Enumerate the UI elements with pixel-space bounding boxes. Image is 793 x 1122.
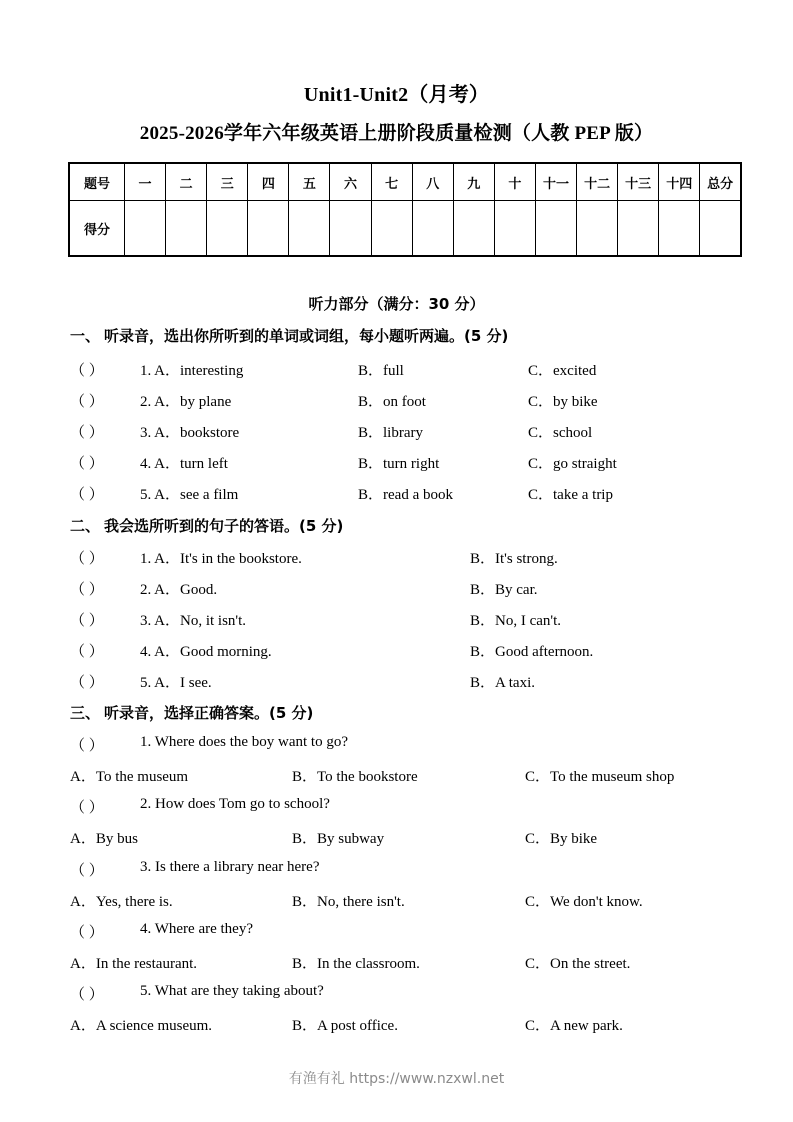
score-table [68,162,742,257]
table-row-score [69,201,741,257]
question-stem-s3-q1: 1. Where does the boy want to go? [140,734,349,750]
question-row-s1-q1[interactable] [70,359,770,381]
answer-row-s3-q4 [70,952,770,974]
score-cell-13[interactable] [618,201,659,257]
score-cell-14[interactable] [659,201,700,257]
score-table-col-9: 九 [453,163,494,201]
table-row-header [69,163,741,201]
score-table-col-10: 十 [494,163,535,201]
section-number-2: 二、 [70,517,101,535]
score-cell-6[interactable] [330,201,371,257]
question-stem-s3-q5: 5. What are they taking about? [140,983,324,999]
answer-blank-s3-q3[interactable]: （ ） [70,863,104,879]
question-row-s3-q5[interactable] [70,983,770,1005]
answer-blank-s1-q2[interactable]: （ ） [70,394,104,410]
section-heading-1 [70,325,508,346]
page-title-sub: 2025-2026学年六年级英语上册阶段质量检测（人教 PEP 版） [139,123,654,144]
option-c-s3-q1[interactable]: C．To the museum shop [525,769,675,785]
score-table-col-3: 三 [207,163,248,201]
score-table-col-2: 二 [166,163,207,201]
option-a-s1-q1[interactable]: 1. A．interesting [140,363,244,379]
score-cell-10[interactable] [494,201,535,257]
score-table-col-11: 十一 [535,163,576,201]
option-c-s1-q1[interactable]: C．excited [528,363,597,379]
question-stem-s3-q4: 4. Where are they? [140,921,253,937]
option-b-s2-q3[interactable]: B．No, I can't. [470,613,562,629]
section-heading-3 [70,702,313,723]
option-c-s1-q4[interactable]: C．go straight [528,456,617,472]
question-row-s1-q3[interactable] [70,421,770,443]
option-b-s3-q3[interactable]: B．No, there isn't. [292,894,405,910]
option-c-s3-q4[interactable]: C．On the street. [525,956,631,972]
score-table-col-total: 总分 [700,163,741,201]
answer-blank-s3-q2[interactable]: （ ） [70,800,104,816]
option-a-s3-q2[interactable]: A．By bus [70,831,138,847]
score-table-col-8: 八 [412,163,453,201]
score-cell-total[interactable] [700,201,741,257]
section-title-2: 我会选所听到的句子的答语。(5 分) [104,517,344,535]
score-table-col-4: 四 [248,163,289,201]
option-c-s1-q3[interactable]: C．school [528,425,593,441]
page-title-main: Unit1-Unit2（月考） [303,84,490,106]
answer-blank-s2-q2[interactable]: （ ） [70,582,104,598]
answer-blank-s3-q1[interactable]: （ ） [70,738,104,754]
option-a-s1-q4[interactable]: 4. A．turn left [140,456,228,472]
question-row-s2-q1[interactable] [70,547,770,569]
answer-blank-s1-q1[interactable]: （ ） [70,363,104,379]
answer-blank-s3-q4[interactable]: （ ） [70,925,104,941]
section-heading-2 [70,515,343,536]
answer-row-s3-q2 [70,827,770,849]
option-b-s3-q2[interactable]: B．By subway [292,831,385,847]
answer-blank-s2-q3[interactable]: （ ） [70,613,104,629]
answer-blank-s1-q5[interactable]: （ ） [70,487,104,503]
option-a-s1-q3[interactable]: 3. A．bookstore [140,425,240,441]
score-cell-4[interactable] [248,201,289,257]
option-b-s1-q3[interactable]: B．library [358,425,423,441]
score-cell-2[interactable] [166,201,207,257]
question-row-s1-q4[interactable] [70,452,770,474]
listening-part-heading: 听力部分（满分：30 分） [308,295,485,313]
score-table-col-14: 十四 [659,163,700,201]
question-row-s3-q2[interactable] [70,796,770,818]
option-b-s1-q4[interactable]: B．turn right [358,456,440,472]
section-number-3: 三、 [70,704,101,722]
question-row-s3-q3[interactable] [70,859,770,881]
option-c-s3-q3[interactable]: C．We don't know. [525,894,643,910]
question-stem-s3-q2: 2. How does Tom go to school? [140,796,330,812]
score-cell-8[interactable] [412,201,453,257]
question-row-s2-q4[interactable] [70,640,770,662]
option-b-s2-q2[interactable]: B．By car. [470,582,538,598]
option-b-s2-q4[interactable]: B．Good afternoon. [470,644,594,660]
question-row-s3-q1[interactable] [70,734,770,756]
question-row-s1-q2[interactable] [70,390,770,412]
option-a-s1-q2[interactable]: 2. A．by plane [140,394,232,410]
score-cell-1[interactable] [125,201,166,257]
question-row-s3-q4[interactable] [70,921,770,943]
score-cell-12[interactable] [577,201,618,257]
answer-blank-s2-q5[interactable]: （ ） [70,675,104,691]
option-c-s3-q2[interactable]: C．By bike [525,831,598,847]
score-table-col-6: 六 [330,163,371,201]
option-c-s1-q2[interactable]: C．by bike [528,394,598,410]
question-row-s2-q5[interactable] [70,671,770,693]
option-b-s1-q1[interactable]: B．full [358,363,404,379]
answer-blank-s2-q4[interactable]: （ ） [70,644,104,660]
score-table-col-13: 十三 [618,163,659,201]
score-table-col-5: 五 [289,163,330,201]
option-a-s2-q5[interactable]: 5. A．I see. [140,675,212,691]
option-a-s1-q5[interactable]: 5. A．see a film [140,487,239,503]
option-a-s2-q4[interactable]: 4. A．Good morning. [140,644,272,660]
option-a-s2-q1[interactable]: 1. A．It's in the bookstore. [140,551,302,567]
question-row-s2-q3[interactable] [70,609,770,631]
option-b-s3-q5[interactable]: B．A post office. [292,1018,398,1034]
answer-blank-s2-q1[interactable]: （ ） [70,551,104,567]
option-c-s3-q5[interactable]: C．A new park. [525,1018,623,1034]
option-b-s3-q1[interactable]: B．To the bookstore [292,769,418,785]
question-row-s1-q5[interactable] [70,483,770,505]
answer-row-s3-q3 [70,890,770,912]
score-cell-5[interactable] [289,201,330,257]
score-table-col-7: 七 [371,163,412,201]
score-cell-3[interactable] [207,201,248,257]
option-b-s1-q5[interactable]: B．read a book [358,487,453,503]
option-a-s3-q1[interactable]: A．To the museum [70,769,189,785]
question-stem-s3-q3: 3. Is there a library near here? [140,859,320,875]
option-b-s1-q2[interactable]: B．on foot [358,394,426,410]
score-cell-7[interactable] [371,201,412,257]
section-number-1: 一、 [70,327,101,345]
option-a-s2-q3[interactable]: 3. A．No, it isn't. [140,613,247,629]
answer-blank-s1-q3[interactable]: （ ） [70,425,104,441]
option-a-s3-q5[interactable]: A．A science museum. [70,1018,213,1034]
answer-row-s3-q5 [70,1014,770,1036]
answer-blank-s1-q4[interactable]: （ ） [70,456,104,472]
option-b-s3-q4[interactable]: B．In the classroom. [292,956,420,972]
answer-blank-s3-q5[interactable]: （ ） [70,987,104,1003]
score-cell-9[interactable] [453,201,494,257]
section-title-3: 听录音，选择正确答案。(5 分) [104,704,314,722]
footer-watermark: 有渔有礼 https://www.nzxwl.net [288,1071,505,1087]
option-c-s1-q5[interactable]: C．take a trip [528,487,613,503]
answer-row-s3-q1 [70,765,770,787]
option-a-s2-q2[interactable]: 2. A．Good. [140,582,218,598]
score-table-col-1: 一 [125,163,166,201]
option-b-s2-q1[interactable]: B．It's strong. [470,551,558,567]
question-row-s2-q2[interactable] [70,578,770,600]
score-table-col-12: 十二 [577,163,618,201]
score-table-label-number: 题号 [69,163,125,201]
section-title-1: 听录音，选出你所听到的单词或词组，每小题听两遍。(5 分) [104,327,509,345]
option-a-s3-q3[interactable]: A．Yes, there is. [70,894,173,910]
score-table-label-score: 得分 [69,201,125,257]
option-b-s2-q5[interactable]: B．A taxi. [470,675,536,691]
option-a-s3-q4[interactable]: A．In the restaurant. [70,956,198,972]
score-cell-11[interactable] [535,201,576,257]
